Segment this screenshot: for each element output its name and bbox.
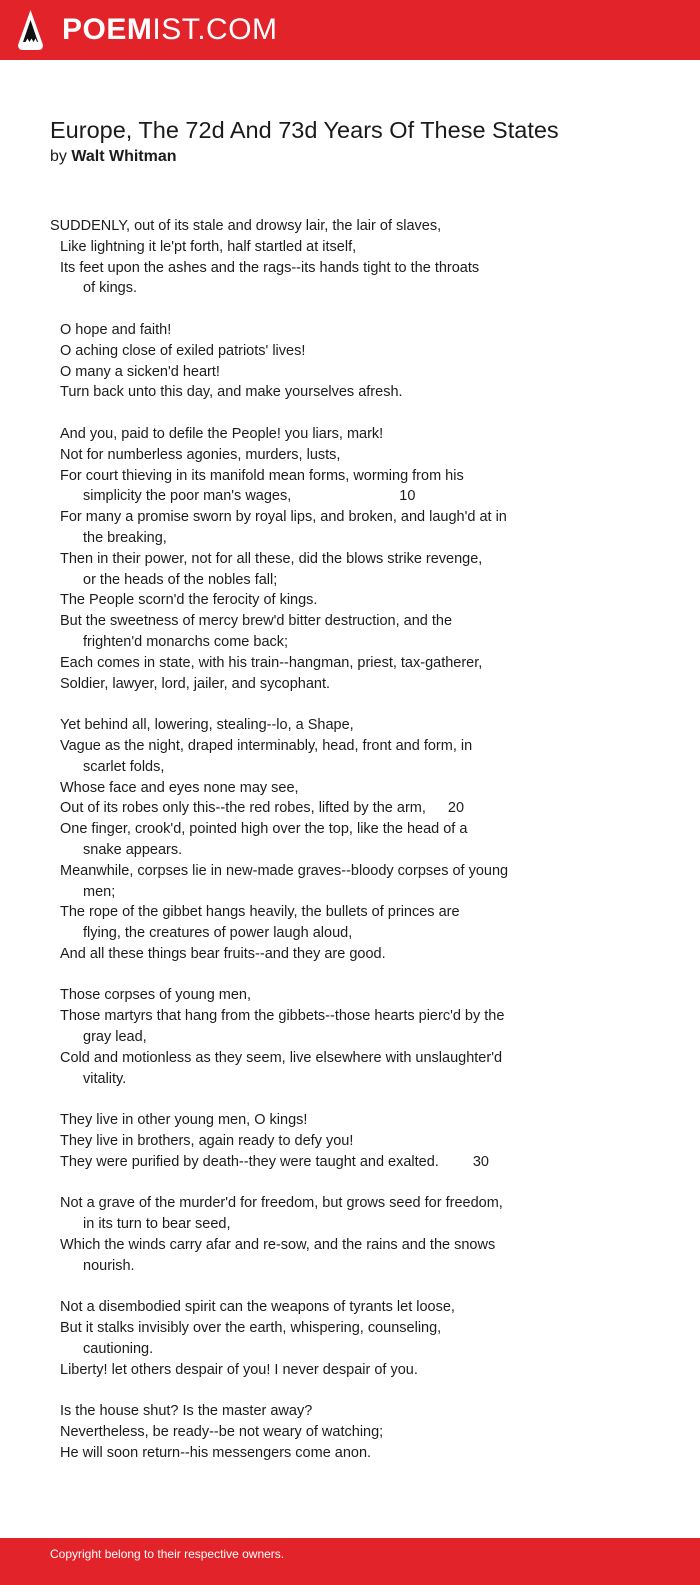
poem-line: [50, 1193, 670, 1214]
poem-line-text: One finger, crook'd, pointed high over the top, like the head of a: [60, 821, 468, 838]
poem-line-text: The People scorn'd the ferocity of kings.: [60, 592, 318, 609]
poem-line: [50, 861, 670, 882]
stanza-gap: [50, 403, 670, 424]
poem-line: [50, 736, 670, 757]
poem-line: [50, 320, 670, 341]
poem-line-text: Turn back unto this day, and make yourselves afresh.: [60, 384, 403, 401]
poem-line: [50, 362, 670, 383]
poem-line-text: frighten'd monarchs come back;: [83, 633, 289, 650]
poem-line-text: flying, the creatures of power laugh aloud,: [83, 925, 353, 942]
stanza-gap: [50, 1381, 670, 1402]
poem-line: [50, 798, 670, 819]
poem-line: [50, 611, 670, 632]
poem-line-text: nourish.: [83, 1257, 135, 1274]
poem-line: [50, 237, 670, 258]
poem-line-text: Not a grave of the murder'd for freedom, but grows seed for freedom,: [60, 1195, 503, 1212]
poem-line-text: Its feet upon the ashes and the rags--its hands tight to the throats: [60, 259, 480, 276]
poem-line-text: O many a sicken'd heart!: [60, 363, 220, 380]
copyright-text: Copyright belong to their respective owners.: [50, 1547, 285, 1561]
poem-line-text: Like lightning it le'pt forth, half startled at itself,: [60, 238, 357, 255]
line-number: 10: [399, 488, 416, 505]
poem-line: [50, 882, 670, 903]
poem-line-text: Liberty! let others despair of you! I never despair of you.: [60, 1361, 418, 1378]
poem-line: [50, 1006, 670, 1027]
poem-line: [50, 1235, 670, 1256]
poem-line-text: O aching close of exiled patriots' lives!: [60, 342, 306, 359]
poem-line: [50, 341, 670, 362]
poem-line-text: Meanwhile, corpses lie in new-made graves--bloody corpses of young: [60, 862, 509, 879]
poem-line: [50, 715, 670, 736]
stanza-gap: [50, 694, 670, 715]
poem-line-text: men;: [83, 883, 116, 900]
byline-prefix: by: [50, 148, 67, 165]
stanza-gap: [50, 1173, 670, 1194]
poem-line: [50, 1360, 670, 1381]
poem-line-text: O hope and faith!: [60, 321, 172, 338]
poem-line-text: SUDDENLY, out of its stale and drowsy lair, the lair of slaves,: [50, 218, 442, 234]
poem-line: [50, 445, 670, 466]
poem-line: [50, 570, 670, 591]
poem-line-text: Soldier, lawyer, lord, jailer, and sycophant.: [60, 675, 331, 692]
poem-line-text: or the heads of the nobles fall;: [83, 571, 278, 588]
poem-line-text: gray lead,: [83, 1029, 147, 1046]
stanza-gap: [50, 1089, 670, 1110]
poem-body: [50, 216, 670, 1464]
poem-line-text: of kings.: [83, 280, 137, 297]
poem-line-text: The rope of the gibbet hangs heavily, the bullets of princes are: [60, 904, 460, 921]
poem-line: [50, 258, 670, 279]
poem-line: [50, 819, 670, 840]
poem-line-text: snake appears.: [83, 841, 183, 858]
poem-line: [50, 1422, 670, 1443]
poem-line: [50, 382, 670, 403]
poem-line: [50, 778, 670, 799]
byline: [50, 146, 177, 168]
poem-line: [50, 1297, 670, 1318]
poem-line-text: vitality.: [83, 1070, 127, 1087]
poem-line: [50, 902, 670, 923]
poem-line-text: the breaking,: [83, 529, 167, 546]
poem-line: [50, 840, 670, 861]
line-number: 20: [447, 800, 465, 817]
poem-line-text: simplicity the poor man's wages,: [83, 488, 292, 505]
poem-line-text: Is the house shut? Is the master away?: [60, 1403, 313, 1420]
poem-line-text: Vague as the night, draped interminably, head, front and form, in: [60, 737, 473, 754]
poem-line-text: Which the winds carry afar and re-sow, and the rains and the snows: [60, 1237, 496, 1254]
poem-line: [50, 1131, 670, 1152]
pencil-tip-icon[interactable]: [17, 9, 44, 51]
poem-line: [50, 1214, 670, 1235]
poem-line: [50, 1339, 670, 1360]
poem-line: [50, 216, 670, 237]
poem-line: [50, 466, 670, 487]
poem-line-text: They live in brothers, again ready to defy you!: [60, 1133, 354, 1150]
poem-line-text: Each comes in state, with his train--hangman, priest, tax-gatherer,: [60, 654, 483, 671]
poem-line-text: cautioning.: [83, 1341, 154, 1358]
poem-line: [50, 1401, 670, 1422]
poem-line: [50, 985, 670, 1006]
poem-line: [50, 1069, 670, 1090]
poem-line-text: He will soon return--his messengers come anon.: [60, 1445, 372, 1462]
poem-title: Europe, The 72d And 73d Years Of These States: [50, 117, 559, 143]
poem-line-text: Whose face and eyes none may see,: [60, 779, 299, 796]
poem-line-text: They were purified by death--they were taught and exalted.: [60, 1153, 439, 1170]
poem-line: [50, 674, 670, 695]
poem-line: [50, 278, 670, 299]
poem-line-text: Out of its robes only this--the red robes, lifted by the arm,: [60, 800, 426, 817]
poem-line-text: Those corpses of young men,: [60, 987, 252, 1004]
poem-line-text: Not a disembodied spirit can the weapons of tyrants let loose,: [60, 1299, 455, 1316]
poem-line-text: For court thieving in its manifold mean forms, worming from his: [60, 467, 464, 484]
poem-line: [50, 944, 670, 965]
stanza-gap: [50, 299, 670, 320]
poem-line-text: scarlet folds,: [83, 758, 165, 775]
poem-line: [50, 757, 670, 778]
poem-line: [50, 507, 670, 528]
poem-line-text: But the sweetness of mercy brew'd bitter destruction, and the: [60, 613, 453, 630]
poem-line-text: But it stalks invisibly over the earth, whispering, counseling,: [60, 1320, 442, 1337]
poem-line: [50, 1110, 670, 1131]
poem-line: [50, 528, 670, 549]
poem-line: [50, 590, 670, 611]
logo-bold-text: POEM: [62, 13, 153, 46]
top-bar: [0, 0, 700, 60]
poem-line-text: They live in other young men, O kings!: [60, 1112, 308, 1129]
poem-line: [50, 632, 670, 653]
poem-line-text: Nevertheless, be ready--be not weary of watching;: [60, 1424, 384, 1441]
poem-line-text: And all these things bear fruits--and they are good.: [60, 945, 386, 962]
poem-line: [50, 424, 670, 445]
poem-line: [50, 1256, 670, 1277]
poem-line: [50, 549, 670, 570]
poem-line-text: Cold and motionless as they seem, live elsewhere with unslaughter'd: [60, 1049, 503, 1066]
footer-bar: [0, 1538, 700, 1585]
poem-line: [50, 1318, 670, 1339]
poem-line: [50, 1152, 670, 1173]
poem-line-text: Yet behind all, lowering, stealing--lo, a Shape,: [60, 717, 354, 734]
author-name: Walt Whitman: [71, 148, 177, 165]
poem-line-text: in its turn to bear seed,: [83, 1216, 231, 1233]
poem-line-text: And you, paid to defile the People! you liars, mark!: [60, 425, 384, 442]
line-number: 30: [472, 1153, 489, 1170]
poem-line-text: For many a promise sworn by royal lips, and broken, and laugh'd at in: [60, 509, 507, 526]
poem-line: [50, 1027, 670, 1048]
poem-line-text: Not for numberless agonies, murders, lusts,: [60, 446, 341, 463]
poem-line: [50, 653, 670, 674]
stanza-gap: [50, 965, 670, 986]
logo-light-text: IST.COM: [152, 13, 278, 46]
stanza-gap: [50, 1277, 670, 1298]
poem-line: [50, 1048, 670, 1069]
poem-line: [50, 923, 670, 944]
poem-line-text: Those martyrs that hang from the gibbets--those hearts pierc'd by the: [60, 1008, 505, 1025]
poem-line-text: Then in their power, not for all these, did the blows strike revenge,: [60, 550, 483, 567]
poem-line: [50, 486, 670, 507]
site-logo[interactable]: [62, 12, 278, 48]
poem-line: [50, 1443, 670, 1464]
